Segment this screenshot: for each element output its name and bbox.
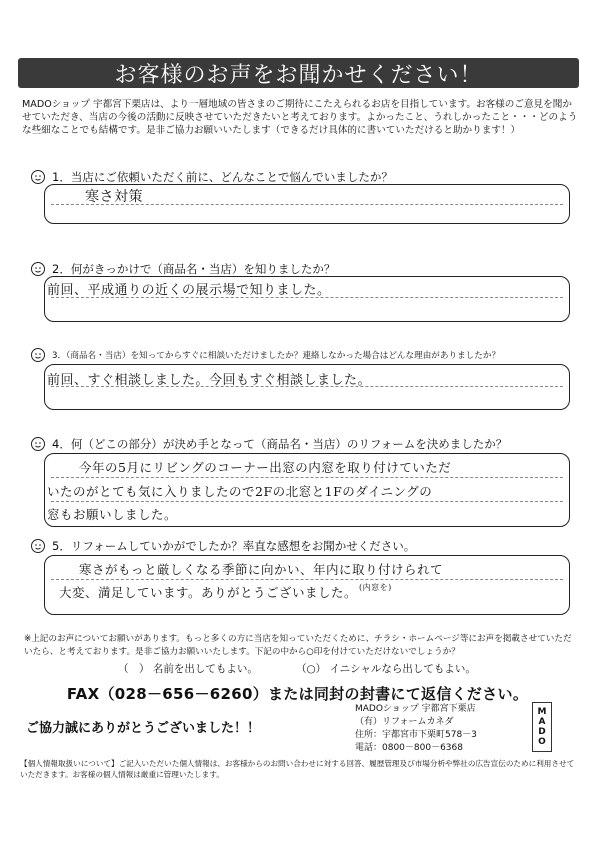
answer-text-line-3: 窓もお願いしました。: [47, 507, 178, 522]
smiley-face-icon: [30, 347, 46, 363]
page-title: お客様のお声をお聞かせください！: [18, 58, 579, 88]
smiley-face-icon: [30, 261, 46, 277]
choice-label: 名前を出してもよい。: [152, 663, 258, 675]
answer-text: 前回、平成通りの近くの展示場で知りました。: [47, 283, 331, 298]
answer-box: [44, 453, 570, 527]
answer-text: 寒さ対策: [85, 189, 143, 205]
question-1: [30, 168, 570, 226]
thanks-message: ご協力誠にありがとうございました！！: [26, 721, 261, 736]
shop-phone: 電話：0800－800－6368: [355, 743, 463, 753]
shop-address: 住所：宇都宮市下栗町578－3: [355, 730, 477, 740]
question-label: 1．当店にご依頼いただく前に、どんなことで悩んでいましたか？: [52, 170, 393, 184]
answer-text: 前回、すぐ相談しました。今回もすぐ相談しました。: [47, 373, 372, 388]
smiley-face-icon: [30, 538, 46, 554]
choice-mark[interactable]: （ ）: [118, 663, 150, 675]
question-4: [30, 435, 570, 527]
answer-text-line-2: 大変、満足しています。ありがとうございました。 $^{(内窓を)}$: [59, 583, 392, 600]
shop-info: [355, 703, 477, 755]
smiley-face-icon: [30, 169, 46, 185]
shop-company: （有）リフォームカネダ: [355, 717, 454, 727]
question-5: [30, 537, 570, 613]
answer-text-line-1: 寒さがもっと厳しくなる季節に向かい、年内に取り付けられて: [79, 562, 444, 577]
choice-label: イニシャルなら出してもよい。: [329, 663, 476, 675]
question-3: [30, 346, 570, 410]
intro-text: MADOショップ 宇都宮下栗店は、より一層地域の皆さまのご期待にこたえられるお店を目指しています。お客様のご意見を聞かせていただき、当店の今後の活動に反映させていただきたいと考えております。よかったこと、うれしかったこと・・・どのような些細なことでも結構です。是非ご協力お願いいたします（できるだけ具体的に書いていただけると助かります！）: [22, 99, 578, 136]
question-2: [30, 260, 570, 322]
answer-box: [44, 184, 570, 224]
publication-notice: ※上記のお声についてお願いがあります。もっと多くの方に当店を知っていただくために、チラシ・ホームページ等にお声を掲載させていただいたら、と考えております。是非ご協力お願いいたします。下記の中から○印を付けていただけないでしょうか？: [24, 634, 572, 657]
answer-box: [44, 364, 570, 410]
shop-name: MADOショップ 宇都宮下栗店: [355, 704, 476, 714]
privacy-notice: 【個人情報取扱いについて】ご記入いただいた個人情報は、お客様からのお問い合わせに対する回答、履歴管理及び市場分析や弊社の広告宣伝のために利用させていただきます。お客様の個人情報は厳重に管理いたします。: [20, 759, 575, 779]
answer-annotation: (内窓を): [359, 583, 392, 592]
answer-text-line-1: 今年の5月にリビングのコーナー出窓の内窓を取り付けていただ: [79, 460, 452, 475]
answer-box: [44, 276, 570, 322]
question-label: 4．何（どこの部分）が決め手となって（商品名・当店）のリフォームを決めましたか？: [52, 437, 508, 451]
smiley-face-icon: [30, 436, 46, 452]
question-label: 5．リフォームしていかがでしたか？率直な感想をお聞かせください。: [52, 539, 416, 553]
answer-text-line-2: いたのがとても気に入りましたので2Fの北窓と1Fのダイニングの: [47, 484, 433, 499]
mado-logo: M A D O: [532, 702, 552, 752]
choice-name-ok[interactable]: [118, 661, 258, 676]
question-label: 3．（商品名・当店）を知ってからすぐに相談いただけましたか？連絡しなかった場合はどんな理由がありましたか？: [52, 351, 501, 361]
choice-mark[interactable]: （○）: [296, 663, 327, 675]
question-label: 2．何がきっかけで（商品名・当店）を知りましたか？: [52, 262, 336, 276]
answer-box: [44, 555, 570, 615]
choice-initials-ok[interactable]: [296, 661, 476, 676]
fax-reply-line: FAX（028－656－6260）または同封の封書にて返信ください。: [66, 685, 529, 703]
